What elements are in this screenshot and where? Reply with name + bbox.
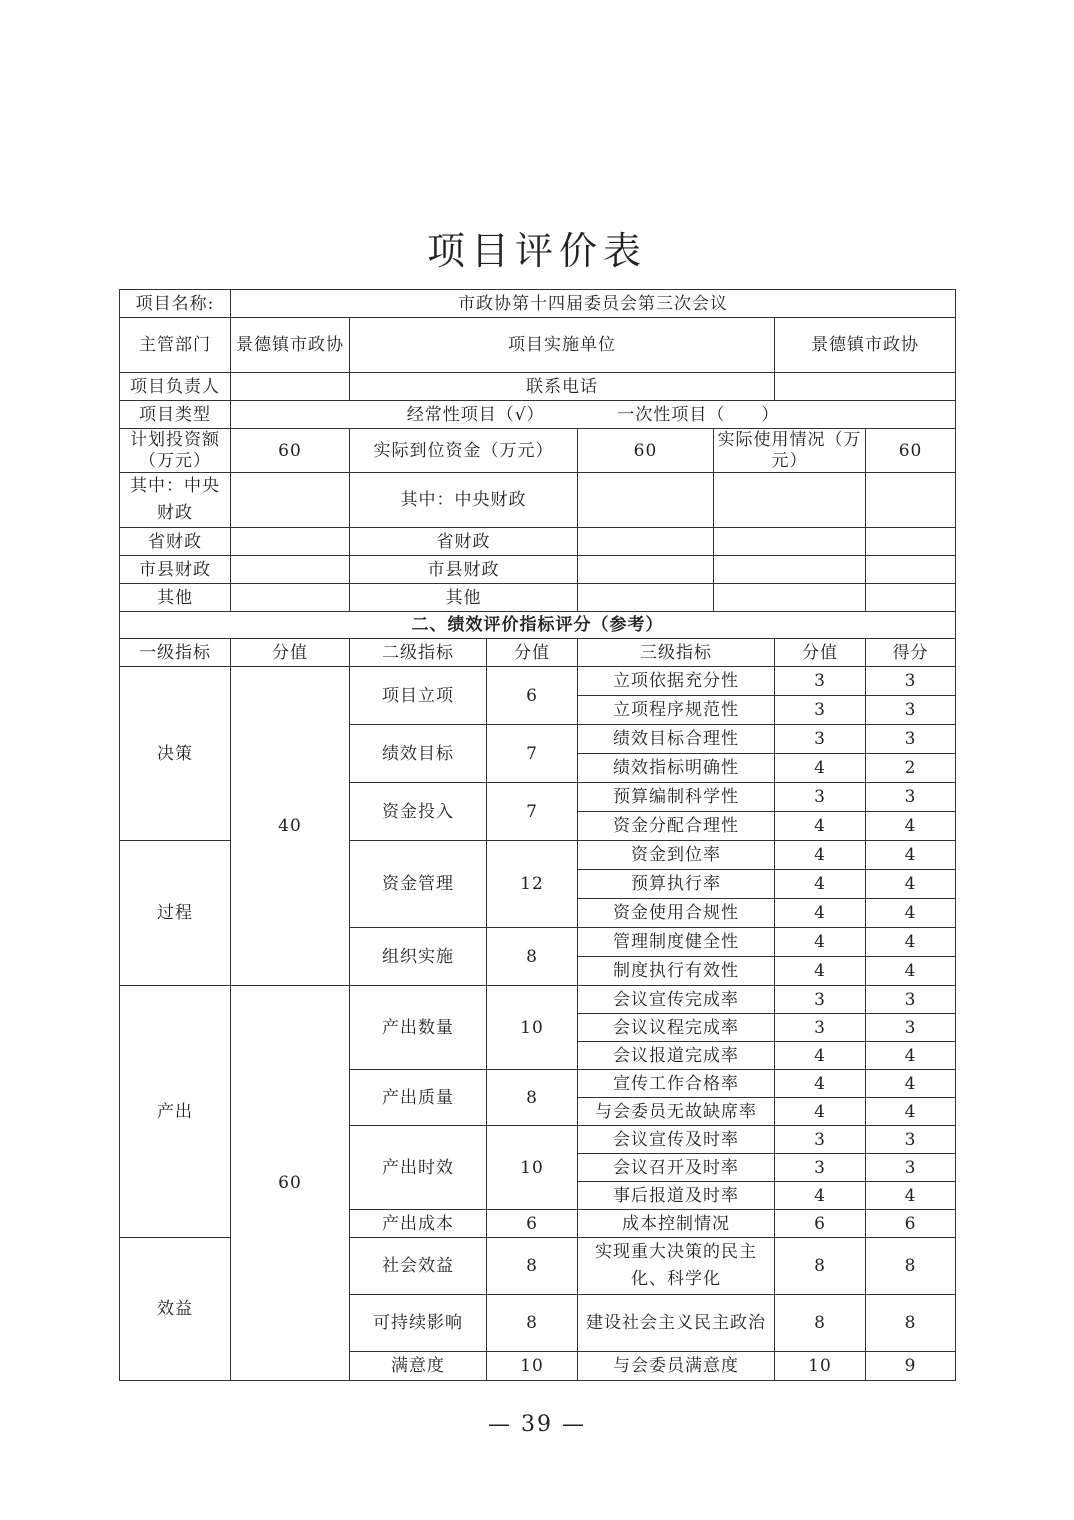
funding-city-mid: 市县财政 bbox=[350, 556, 578, 584]
funding-province-left: 省财政 bbox=[120, 528, 231, 556]
level3-got: 3 bbox=[866, 667, 956, 696]
level2-score: 6 bbox=[487, 667, 578, 725]
planned-label: 计划投资额（万元） bbox=[120, 429, 231, 473]
impl-unit-label: 项目实施单位 bbox=[350, 318, 775, 373]
level3-got: 3 bbox=[866, 725, 956, 754]
level2-score: 7 bbox=[487, 783, 578, 841]
header-level2: 二级指标 bbox=[350, 639, 487, 667]
level3-score: 8 bbox=[775, 1295, 866, 1352]
row-type bbox=[120, 401, 956, 429]
level2-name: 产出成本 bbox=[350, 1210, 487, 1238]
level2-name: 绩效目标 bbox=[350, 725, 487, 783]
level3-got: 8 bbox=[866, 1238, 956, 1295]
level3-score: 6 bbox=[775, 1210, 866, 1238]
actual-funds-value: 60 bbox=[578, 429, 714, 473]
type-onetime: 一次性项目（ ） bbox=[617, 404, 780, 425]
level1-output: 产出 bbox=[120, 986, 231, 1238]
level2-name: 社会效益 bbox=[350, 1238, 487, 1295]
level2-score: 10 bbox=[487, 1126, 578, 1210]
level3-name: 制度执行有效性 bbox=[578, 957, 775, 986]
level1-decision: 决策 bbox=[120, 667, 231, 841]
header-score3: 分值 bbox=[775, 639, 866, 667]
level2-name: 组织实施 bbox=[350, 928, 487, 986]
level2-name: 满意度 bbox=[350, 1352, 487, 1381]
level2-name: 产出时效 bbox=[350, 1126, 487, 1210]
funding-city-left: 市县财政 bbox=[120, 556, 231, 584]
level3-name: 立项依据充分性 bbox=[578, 667, 775, 696]
level3-name: 与会委员无故缺席率 bbox=[578, 1098, 775, 1126]
level1-benefit: 效益 bbox=[120, 1238, 231, 1381]
type-options bbox=[231, 401, 956, 429]
level3-name: 预算编制科学性 bbox=[578, 783, 775, 812]
level3-got: 6 bbox=[866, 1210, 956, 1238]
row-funding-city bbox=[120, 556, 956, 584]
level3-score: 3 bbox=[775, 696, 866, 725]
level2-score: 7 bbox=[487, 725, 578, 783]
level3-got: 4 bbox=[866, 957, 956, 986]
header-got: 得分 bbox=[866, 639, 956, 667]
evaluation-table bbox=[119, 289, 956, 1381]
level2-score: 8 bbox=[487, 928, 578, 986]
row-project-name bbox=[120, 290, 956, 318]
level3-got: 8 bbox=[866, 1295, 956, 1352]
level3-score: 4 bbox=[775, 812, 866, 841]
level3-got: 4 bbox=[866, 870, 956, 899]
page-number: — 39 — bbox=[488, 1412, 586, 1437]
level2-name: 可持续影响 bbox=[350, 1295, 487, 1352]
level3-score: 4 bbox=[775, 899, 866, 928]
level2-score: 6 bbox=[487, 1210, 578, 1238]
level3-name: 预算执行率 bbox=[578, 870, 775, 899]
level3-score: 4 bbox=[775, 928, 866, 957]
level3-got: 4 bbox=[866, 1182, 956, 1210]
row-funding-other bbox=[120, 584, 956, 612]
funding-other-left: 其他 bbox=[120, 584, 231, 612]
level3-got: 9 bbox=[866, 1352, 956, 1381]
level3-score: 3 bbox=[775, 725, 866, 754]
dept-value: 景德镇市政协 bbox=[231, 318, 350, 373]
level3-score: 4 bbox=[775, 1042, 866, 1070]
actual-funds-label: 实际到位资金（万元） bbox=[350, 429, 578, 473]
level3-score: 4 bbox=[775, 1098, 866, 1126]
level2-name: 资金投入 bbox=[350, 783, 487, 841]
row-leader bbox=[120, 373, 956, 401]
level3-name: 会议召开及时率 bbox=[578, 1154, 775, 1182]
level3-name: 与会委员满意度 bbox=[578, 1352, 775, 1381]
level2-score: 10 bbox=[487, 986, 578, 1070]
planned-value: 60 bbox=[231, 429, 350, 473]
row-headers bbox=[120, 639, 956, 667]
level3-name: 宣传工作合格率 bbox=[578, 1070, 775, 1098]
level3-score: 3 bbox=[775, 1154, 866, 1182]
level3-name: 绩效指标明确性 bbox=[578, 754, 775, 783]
level3-name: 管理制度健全性 bbox=[578, 928, 775, 957]
funding-province-mid: 省财政 bbox=[350, 528, 578, 556]
impl-unit-value: 景德镇市政协 bbox=[775, 318, 956, 373]
project-name-value: 市政协第十四届委员会第三次会议 bbox=[231, 290, 956, 318]
level2-score: 8 bbox=[487, 1295, 578, 1352]
level3-score: 4 bbox=[775, 957, 866, 986]
row-dept bbox=[120, 318, 956, 373]
table-row bbox=[120, 986, 956, 1014]
level3-got: 4 bbox=[866, 841, 956, 870]
actual-use-value: 60 bbox=[866, 429, 956, 473]
funding-central-mid: 其中：中央财政 bbox=[350, 473, 578, 528]
level2-score: 10 bbox=[487, 1352, 578, 1381]
level2-name: 产出质量 bbox=[350, 1070, 487, 1126]
level3-got: 3 bbox=[866, 1014, 956, 1042]
level3-name: 绩效目标合理性 bbox=[578, 725, 775, 754]
level3-got: 3 bbox=[866, 783, 956, 812]
level3-got: 3 bbox=[866, 986, 956, 1014]
level3-score: 4 bbox=[775, 1182, 866, 1210]
level3-name: 资金到位率 bbox=[578, 841, 775, 870]
header-level3: 三级指标 bbox=[578, 639, 775, 667]
group-score-40: 40 bbox=[231, 667, 350, 986]
level3-name: 成本控制情况 bbox=[578, 1210, 775, 1238]
level3-score: 8 bbox=[775, 1238, 866, 1295]
actual-use-label: 实际使用情况（万元） bbox=[714, 429, 866, 473]
leader-value bbox=[231, 373, 350, 401]
level2-name: 项目立项 bbox=[350, 667, 487, 725]
funding-central-left: 其中：中央财政 bbox=[120, 473, 231, 528]
level3-score: 4 bbox=[775, 754, 866, 783]
phone-label: 联系电话 bbox=[350, 373, 775, 401]
level3-got: 4 bbox=[866, 899, 956, 928]
level3-got: 4 bbox=[866, 928, 956, 957]
level3-got: 3 bbox=[866, 1126, 956, 1154]
level3-got: 4 bbox=[866, 1070, 956, 1098]
level2-name: 资金管理 bbox=[350, 841, 487, 928]
level3-name: 资金分配合理性 bbox=[578, 812, 775, 841]
level2-score: 8 bbox=[487, 1238, 578, 1295]
section2-heading: 二、绩效评价指标评分（参考） bbox=[120, 612, 956, 639]
level3-score: 4 bbox=[775, 841, 866, 870]
level2-score: 12 bbox=[487, 841, 578, 928]
level3-got: 2 bbox=[866, 754, 956, 783]
level3-score: 10 bbox=[775, 1352, 866, 1381]
level3-score: 3 bbox=[775, 783, 866, 812]
header-score2: 分值 bbox=[487, 639, 578, 667]
level3-got: 3 bbox=[866, 696, 956, 725]
level3-name: 事后报道及时率 bbox=[578, 1182, 775, 1210]
header-score1: 分值 bbox=[231, 639, 350, 667]
level3-got: 3 bbox=[866, 1154, 956, 1182]
level3-name: 建设社会主义民主政治 bbox=[578, 1295, 775, 1352]
level3-score: 3 bbox=[775, 1014, 866, 1042]
level3-name: 会议宣传及时率 bbox=[578, 1126, 775, 1154]
project-name-label: 项目名称: bbox=[120, 290, 231, 318]
level3-got: 4 bbox=[866, 812, 956, 841]
row-funding-province bbox=[120, 528, 956, 556]
funding-other-mid: 其他 bbox=[350, 584, 578, 612]
level3-name: 会议报道完成率 bbox=[578, 1042, 775, 1070]
level3-name: 会议议程完成率 bbox=[578, 1014, 775, 1042]
level3-score: 4 bbox=[775, 870, 866, 899]
level3-score: 4 bbox=[775, 1070, 866, 1098]
page-title: 项目评价表 bbox=[426, 229, 647, 273]
row-investment bbox=[120, 429, 956, 473]
phone-value bbox=[775, 373, 956, 401]
level2-score: 8 bbox=[487, 1070, 578, 1126]
level3-score: 3 bbox=[775, 1126, 866, 1154]
row-section2 bbox=[120, 612, 956, 639]
level3-got: 4 bbox=[866, 1098, 956, 1126]
group-score-60: 60 bbox=[231, 986, 350, 1381]
dept-label: 主管部门 bbox=[120, 318, 231, 373]
level2-name: 产出数量 bbox=[350, 986, 487, 1070]
type-regular: 经常性项目（√） bbox=[406, 404, 545, 425]
level3-score: 3 bbox=[775, 667, 866, 696]
level3-score: 3 bbox=[775, 986, 866, 1014]
header-level1: 一级指标 bbox=[120, 639, 231, 667]
level3-name: 立项程序规范性 bbox=[578, 696, 775, 725]
row-funding-central bbox=[120, 473, 956, 528]
level3-name: 会议宣传完成率 bbox=[578, 986, 775, 1014]
type-label: 项目类型 bbox=[120, 401, 231, 429]
level1-process: 过程 bbox=[120, 841, 231, 986]
level3-got: 4 bbox=[866, 1042, 956, 1070]
level3-name: 资金使用合规性 bbox=[578, 899, 775, 928]
leader-label: 项目负责人 bbox=[120, 373, 231, 401]
level3-name: 实现重大决策的民主化、科学化 bbox=[578, 1238, 775, 1295]
table-row bbox=[120, 667, 956, 696]
